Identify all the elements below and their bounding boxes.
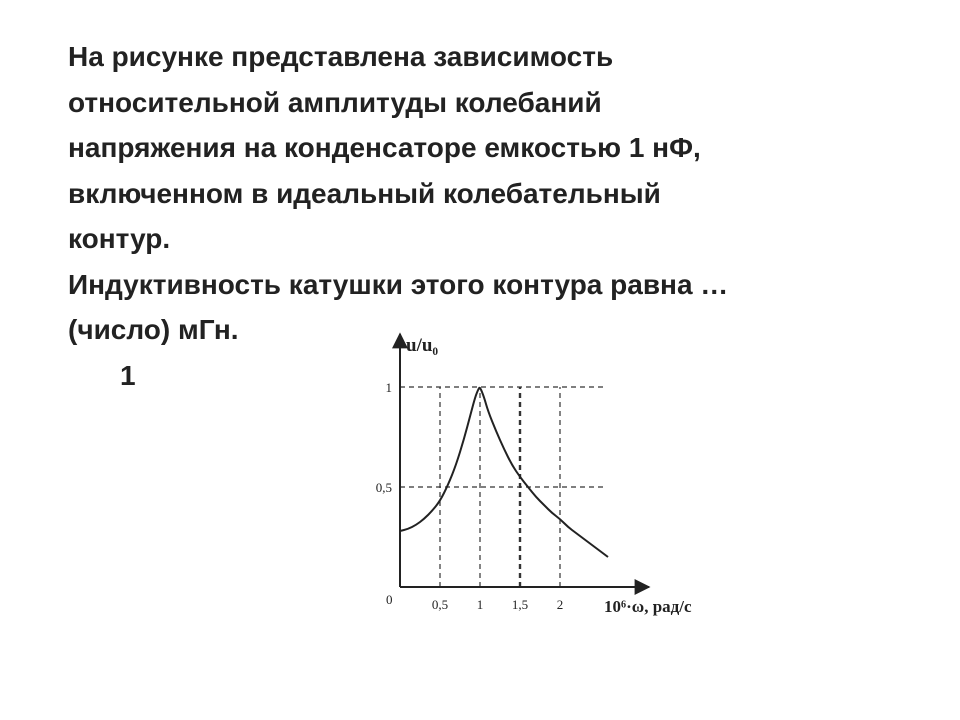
y-tick-label-0: 0,5 — [375, 480, 392, 495]
x-tick-label-1: 1 — [476, 597, 484, 612]
y-axis-label: u/u₀ — [406, 335, 439, 356]
question-line-3: напряжения на конденсаторе емкостью 1 нФ, — [68, 132, 701, 163]
y-tick-label-1: 1 — [385, 380, 392, 395]
guide-lines — [400, 387, 605, 587]
question-line-7: (число) мГн. — [68, 314, 239, 345]
answer-value: 1 — [120, 359, 136, 391]
resonance-chart — [350, 322, 790, 632]
x-tick-label-0: 0,5 — [431, 597, 449, 612]
x-axis-label: 10⁶·ω, рад/с — [604, 597, 692, 616]
question-line-6: Индуктивность катушки этого контура равна … — [68, 268, 729, 300]
question-line-2: относительной амплитуды колебаний — [68, 86, 602, 118]
question-line-1: На рисунке представлена зависимость — [68, 41, 614, 72]
question-line-5: контур. — [68, 223, 171, 254]
question-line-4: включенном в идеальный колебательный — [68, 177, 661, 209]
amplitude-curve — [400, 388, 608, 557]
origin-label: 0 — [386, 592, 393, 607]
x-tick-label-2: 1,5 — [511, 597, 529, 612]
x-tick-label-3: 2 — [556, 597, 564, 612]
